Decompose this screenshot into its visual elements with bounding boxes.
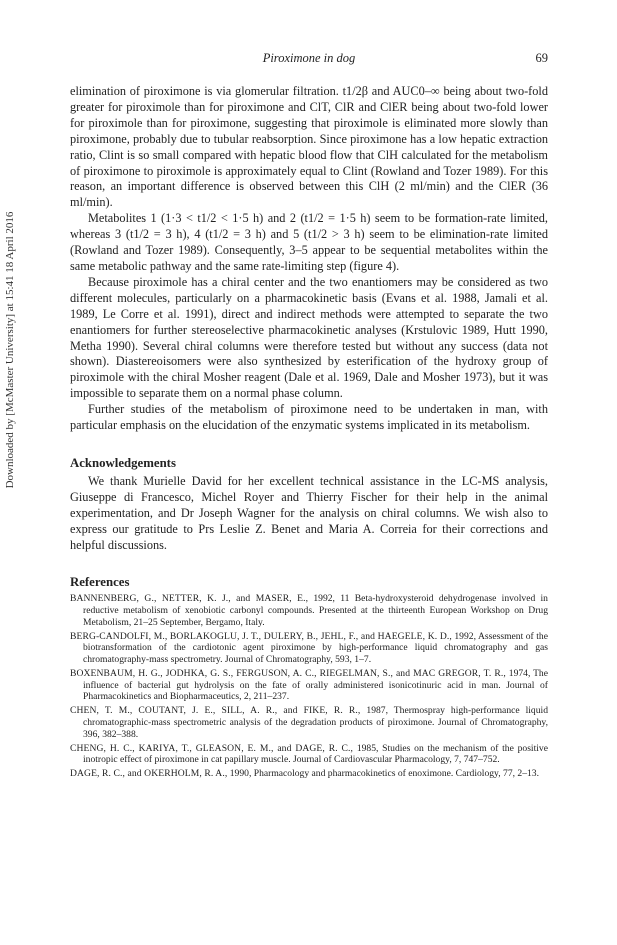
download-watermark-text: Downloaded by [McMaster University] at 15:41 18 April 2016 — [4, 211, 16, 489]
page-header — [70, 51, 548, 69]
body-paragraph: Because piroximole has a chiral center and the two enantiomers may be considered as two different molecules, particularly on a pharmacokinetic basis (Evans et al. 1988, Jamali et al. 1989, Le Corre et al. 1991), direct and indirect methods were attempted to separate the two enantiomers for further stereoselective pharmacokinetic analyses (Krstulovic 1989, Hutt 1990, Metha 1990). Several chiral columns were therefore tested but without any success (data not shown). Diastereoisomers were also synthesized by esterification of the hydroxy group of piroximole with the chiral Mosher reagent (Dale et al. 1969, Dale and Mosher 1973), but it was impossible to separate them on a normal phase column. — [70, 274, 548, 401]
reference-authors: DAGE, R. C., and OKERHOLM, R. A., — [70, 768, 228, 780]
reference-authors: CHEN, T. M., COUTANT, J. E., SILL, A. R., and FIKE, R. R., — [70, 705, 361, 717]
reference-list — [70, 593, 548, 779]
reference-item — [70, 668, 548, 703]
reference-item — [70, 768, 548, 780]
reference-authors: BOXENBAUM, H. G., JODHKA, G. S., FERGUSON, A. C., RIEGELMAN, S., and MAC GREGOR, T. R., — [70, 668, 506, 680]
reference-details: 1974, The influence of bacterial gut hydrolysis on the fate of orally administered isonicotinuric acid in man. Journal of Pharmacokinetics and Biopharmaceutics, 2, 211–237. — [83, 668, 548, 703]
references-heading: References — [70, 575, 130, 590]
reference-details: 1992, Assessment of the biotransformation of the cardiotonic agent piroximone by high-performance liquid chromatography and gas chromatography-mass spectrometry. Journal of Chromatography, 593, 1–7. — [83, 630, 548, 666]
acknowledgements-text: We thank Murielle David for her excellent technical assistance in the LC-MS analysis, Giuseppe di Francesco, Michel Royer and Thierry Fischer for their help in the animal experimentation, and Dr Joseph Wagner for the analysis on chiral columns. We wish also to express our gratitude to Prs Leslie Z. Benet and Maria A. Correia for their corrections and helpful discussions. — [70, 473, 548, 552]
reference-details: 1990, Pharmacology and pharmacokinetics of enoximone. Cardiology, 77, 2–13. — [229, 768, 539, 780]
reference-item — [70, 631, 548, 666]
running-title: Piroximone in dog — [262, 51, 356, 65]
body-paragraph: elimination of piroximone is via glomerular filtration. t1/2β and AUC0–∞ being about two-fold greater for piroximole than for piroximone and ClT, ClR and ClER being about two-fold lower for piroximole than for piroximone, suggesting that piroximole is eliminated more slowly than piroximone, probably due to tubular reabsorption. Since piroximone has a low hepatic extraction ratio, Clint is so small compared with hepatic blood flow that ClH calculated for the metabolism of piroximone to piroximole is approximately equal to Clint (Rowland and Tozer 1989). For this reason, an important difference is observed between this ClH (2 ml/min) and the ClER (36 ml/min). — [70, 84, 548, 210]
reference-authors: CHENG, H. C., KARIYA, T., GLEASON, E. M., and DAGE, R. C., — [70, 742, 354, 754]
page-number: 69 — [535, 51, 548, 65]
reference-item — [70, 705, 548, 740]
reference-authors: BERG-CANDOLFI, M., BORLAKOGLU, J. T., DULERY, B., JEHL, F., and HAEGELE, K. D., — [70, 630, 452, 642]
article-body — [70, 84, 548, 782]
reference-item — [70, 743, 548, 766]
body-paragraph: Further studies of the metabolism of piroximone need to be undertaken in man, with particular emphasis on the elucidation of the enzymatic systems implicated in its metabolism. — [70, 402, 548, 433]
acknowledgements-heading: Acknowledgements — [70, 455, 176, 470]
reference-authors: BANNENBERG, G., NETTER, K. J., and MASER, E., — [70, 593, 309, 605]
download-watermark — [0, 70, 21, 630]
reference-details: 1992, 11 Beta-hydroxysteroid dehydrogenase involved in reductive metabolism of xenobiotic carbonyl compounds. Presented at the thirteenth European Workshop on Drug Metabolism, 21–25 September, Bergamo, Italy. — [83, 593, 548, 628]
reference-details: 1985, Studies on the mechanism of the positive inotropic effect of piroximone in cat papillary muscle. Journal of Cardiovascular Pharmacology, 7, 747–752. — [83, 742, 548, 766]
reference-item — [70, 593, 548, 628]
body-paragraph: Metabolites 1 (1·3 < t1/2 < 1·5 h) and 2 (t1/2 = 1·5 h) seem to be formation-rate limited, whereas 3 (t1/2 = 3 h), 4 (t1/2 = 3 h) and 5 (t1/2 > 3 h) seem to be elimination-rate limited (Rowland and Tozer 1989). Consequently, 3–5 appear to be sequential metabolites within the same metabolic pathway and the same rate-limiting step (figure 4). — [70, 211, 548, 273]
reference-details: 1987, Thermospray high-performance liquid chromatographic-mass spectrometric analysis of the degradation products of piroximone. Journal of Chromatography, 396, 382–388. — [83, 705, 548, 740]
